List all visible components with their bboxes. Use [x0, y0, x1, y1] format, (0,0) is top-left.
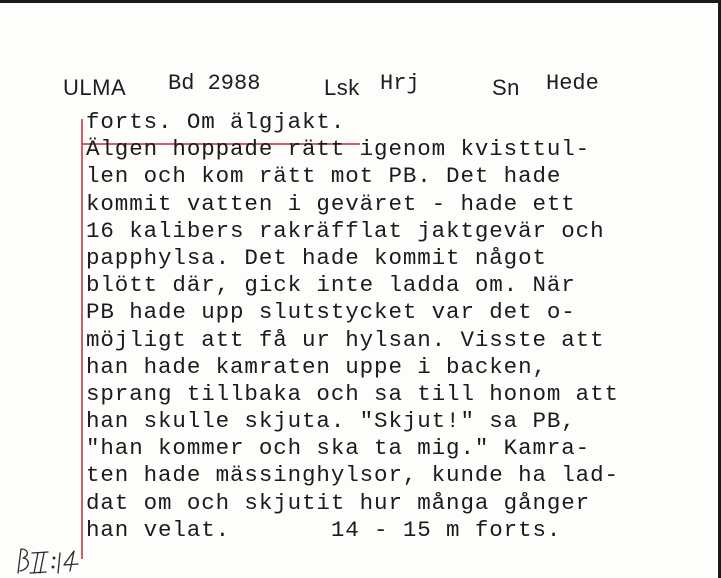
transcript-line: han hade kamraten uppe i backen, [86, 353, 547, 380]
transcript-line: PB hade upp slutstycket var det o- [86, 299, 576, 326]
transcript-body [86, 109, 619, 544]
transcript-line: sprang tillbaka och sa till honom att [86, 380, 619, 407]
handwritten-signature [12, 543, 92, 578]
record-number: Bd 2988 [168, 71, 261, 96]
transcript-line: Älgen hoppade rätt igenom kvisttul- [86, 136, 591, 163]
lsk-label: Lsk [324, 75, 360, 100]
transcript-line: "han kommer och ska ta mig." Kamra- [86, 435, 591, 462]
transcript-line: papphylsa. Det hade kommit något [86, 244, 547, 271]
transcript-line: len och kom rätt mot PB. Det hade [86, 163, 562, 190]
transcript-line: dat om och skjutit hur många gånger [86, 489, 591, 516]
sn-label: Sn [492, 75, 520, 100]
transcript-line: han velat. 14 - 15 m forts. [86, 516, 562, 543]
archive-code: ULMA [63, 75, 127, 100]
transcript-line: forts. Om älgjakt. [86, 109, 346, 135]
card-header [0, 67, 718, 107]
transcript-line: blött där, gick inte ladda om. När [86, 272, 576, 299]
margin-rule [81, 119, 83, 559]
lsk-value: Hrj [380, 71, 420, 96]
transcript-line: ten hade mässinghylsor, kunde ha lad- [86, 462, 619, 489]
transcript-line: 16 kalibers rakräfflat jaktgevär och [86, 217, 605, 244]
transcript-line: kommit vatten i geväret - hade ett [86, 190, 576, 217]
parish-name: Hede [546, 71, 599, 96]
transcript-line: han skulle skjuta. "Skjut!" sa PB, [86, 408, 576, 435]
transcript-line: möjligt att få ur hylsan. Visste att [86, 326, 605, 353]
